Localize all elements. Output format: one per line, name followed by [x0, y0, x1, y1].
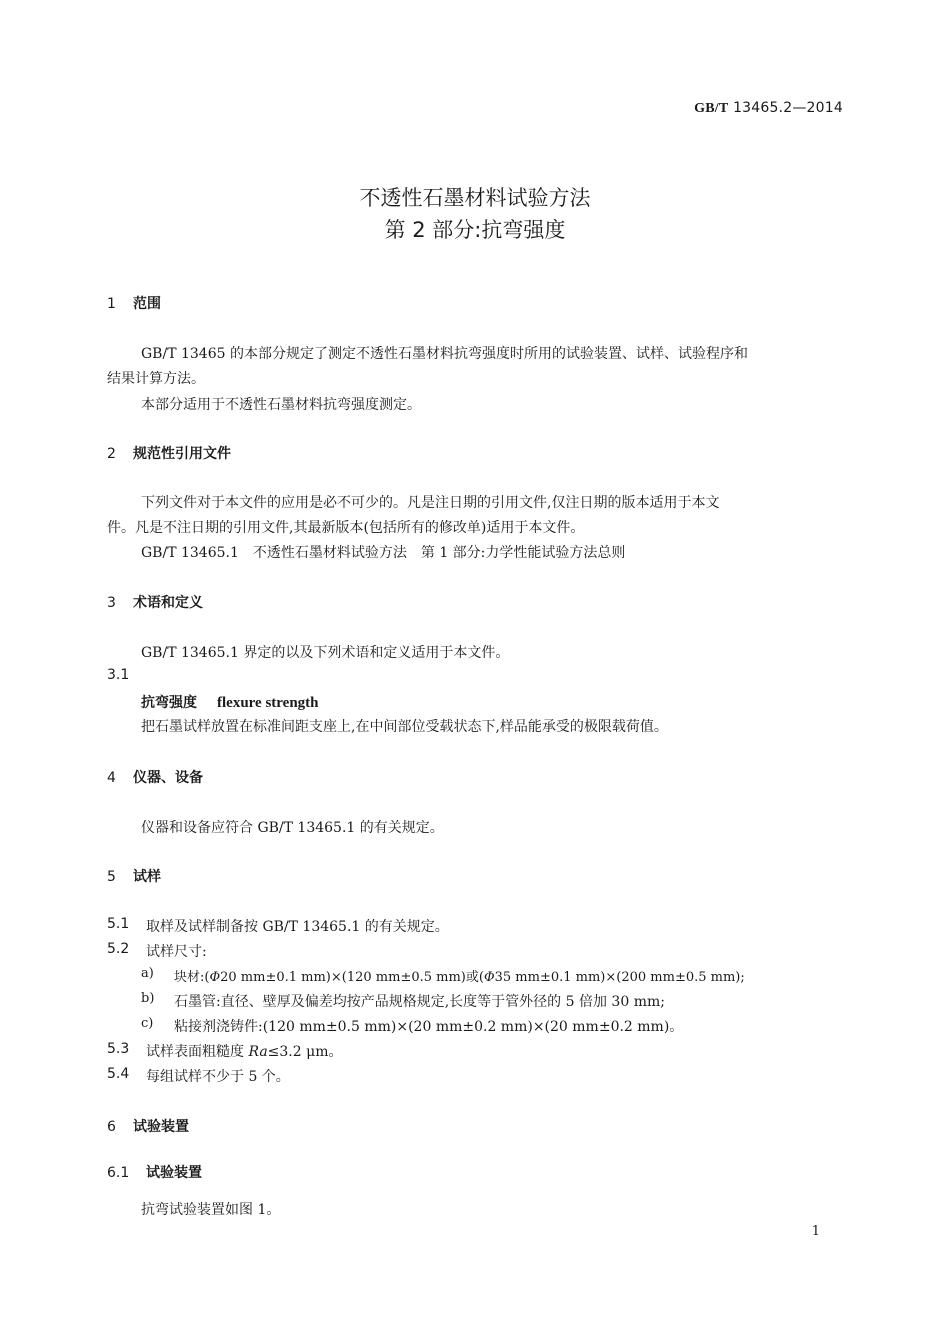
- section-title: 试样: [133, 869, 161, 885]
- s1-paragraph-line2: 结果计算方法。: [107, 371, 205, 387]
- clause-5-4-number: 5.4: [107, 1066, 130, 1082]
- section-number: 3: [107, 595, 116, 611]
- page-number: 1: [811, 1224, 820, 1239]
- section-title: 试验装置: [133, 1119, 189, 1135]
- roughness-symbol: Ra: [248, 1044, 268, 1060]
- diameter-symbol: Φ: [209, 970, 221, 985]
- list-item-a-part: 35 mm±0.1 mm)×(200 mm±0.5 mm);: [494, 970, 745, 985]
- term-chinese: 抗弯强度: [141, 695, 197, 711]
- clause-5-2-text: 试样尺寸:: [146, 944, 207, 960]
- section-number: 6: [107, 1119, 116, 1135]
- s2-normative-reference: GB/T 13465.1 不透性石墨材料试验方法 第 1 部分:力学性能试验方法总则: [141, 545, 626, 561]
- section-title: 范围: [133, 296, 161, 312]
- clause-title: 试验装置: [146, 1165, 202, 1181]
- s3-paragraph: GB/T 13465.1 界定的以及下列术语和定义适用于本文件。: [141, 645, 510, 661]
- term-english: flexure strength: [217, 695, 319, 711]
- section-number: 2: [107, 446, 116, 462]
- section-number: 5: [107, 869, 116, 885]
- clause-5-3-text: [146, 1041, 343, 1061]
- list-item-c-text: 粘接剂浇铸件:(120 mm±0.5 mm)×(20 mm±0.2 mm)×(20 mm±0.2 mm)。: [174, 1019, 684, 1035]
- term-definition: 把石墨试样放置在标准间距支座上,在中间部位受载状态下,样品能承受的极限载荷值。: [141, 719, 668, 735]
- list-item-b-marker: b): [141, 991, 155, 1006]
- clause-5-3-number: 5.3: [107, 1041, 130, 1057]
- s1-paragraph-2: 本部分适用于不透性石墨材料抗弯强度测定。: [141, 397, 421, 413]
- section-2-heading: [107, 443, 231, 463]
- clause-5-1-number: 5.1: [107, 916, 130, 932]
- section-3-heading: [107, 592, 203, 612]
- list-item-a-text: [174, 966, 745, 985]
- clause-number: 6.1: [107, 1165, 130, 1181]
- document-title-line1: 不透性石墨材料试验方法: [359, 186, 591, 210]
- diameter-symbol: Φ: [483, 970, 495, 985]
- section-title: 术语和定义: [133, 595, 203, 611]
- section-6-heading: [107, 1116, 189, 1136]
- clause-5-3-part: ≤3.2 μm。: [267, 1044, 343, 1060]
- s2-paragraph-line2: 件。凡是不注日期的引用文件,其最新版本(包括所有的修改单)适用于本文件。: [107, 520, 585, 536]
- s2-paragraph-line1: 下列文件对于本文件的应用是必不可少的。凡是注日期的引用文件,仅注日期的版本适用于本文: [141, 495, 720, 511]
- standard-prefix: GB/T: [694, 101, 729, 116]
- clause-5-4-text: 每组试样不少于 5 个。: [146, 1069, 290, 1085]
- term-entry: [141, 692, 319, 712]
- section-title: 仪器、设备: [133, 770, 203, 786]
- clause-5-3-part: 试样表面粗糙度: [146, 1044, 249, 1060]
- section-title: 规范性引用文件: [133, 446, 231, 462]
- document-title-line2: 第 2 部分:抗弯强度: [384, 218, 566, 242]
- clause-5-1-text: 取样及试样制备按 GB/T 13465.1 的有关规定。: [146, 919, 449, 935]
- list-item-b-text: 石墨管:直径、壁厚及偏差均按产品规格规定,长度等于管外径的 5 倍加 30 mm;: [174, 994, 665, 1010]
- section-5-heading: [107, 866, 161, 886]
- section-number: 1: [107, 296, 116, 312]
- section-number: 4: [107, 770, 116, 786]
- list-item-a-part: 块材:(: [174, 970, 210, 985]
- section-1-heading: [107, 293, 161, 313]
- list-item-c-marker: c): [141, 1016, 154, 1031]
- s6-paragraph: 抗弯试验装置如图 1。: [141, 1202, 281, 1218]
- term-number: 3.1: [107, 667, 130, 683]
- s1-paragraph-line1: GB/T 13465 的本部分规定了测定不透性石墨材料抗弯强度时所用的试验装置、试样、试验程序和: [141, 346, 748, 362]
- clause-5-2-number: 5.2: [107, 941, 130, 957]
- list-item-a-part: 20 mm±0.1 mm)×(120 mm±0.5 mm)或(: [220, 970, 484, 985]
- standard-number: 13465.2—2014: [733, 100, 843, 116]
- section-4-heading: [107, 767, 203, 787]
- clause-6-1-heading: [107, 1162, 202, 1182]
- standard-code: [694, 100, 843, 117]
- s4-paragraph: 仪器和设备应符合 GB/T 13465.1 的有关规定。: [141, 820, 444, 836]
- list-item-a-marker: a): [141, 966, 154, 981]
